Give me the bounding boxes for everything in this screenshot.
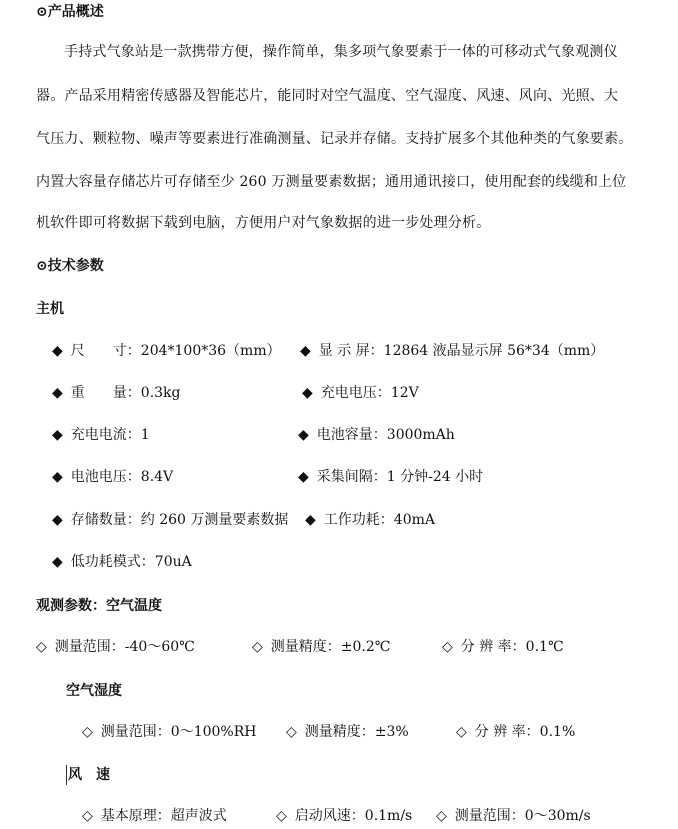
host-param-charge-voltage <box>302 383 419 403</box>
overview-heading: ⊙产品概述 <box>36 4 104 20</box>
overview-line-4: 内置大容量存储芯片可存储至少 260 万测量要素数据；通用通讯接口，使用配套的线缆和上位 <box>36 174 627 190</box>
param-text: 测量精度：±0.2℃ <box>270 639 391 655</box>
host-param-battery-voltage <box>52 467 173 487</box>
host-param-low-power <box>52 552 192 572</box>
filled-diamond-icon: ◆ <box>298 469 309 485</box>
host-param-battery-capacity <box>298 425 455 445</box>
host-param-weight <box>52 383 181 403</box>
param-text: 电池容量：3000mAh <box>316 427 455 443</box>
humidity-accuracy <box>286 722 409 742</box>
wind-principle <box>82 806 227 826</box>
param-text: 重 量：0.3kg <box>70 385 181 401</box>
filled-diamond-icon: ◆ <box>52 512 63 528</box>
host-param-power <box>305 510 435 530</box>
filled-diamond-icon: ◆ <box>52 343 63 359</box>
open-diamond-icon: ◇ <box>36 639 47 655</box>
filled-diamond-icon: ◆ <box>298 427 309 443</box>
filled-diamond-icon: ◆ <box>52 469 63 485</box>
param-text: 显 示 屏：12864 液晶显示屏 56*34（mm） <box>318 343 605 359</box>
open-diamond-icon: ◇ <box>442 639 453 655</box>
humidity-resolution <box>456 722 575 742</box>
host-param-display <box>300 341 604 361</box>
tech-heading: ⊙技术参数 <box>36 258 104 274</box>
param-text: 基本原理：超声波式 <box>100 808 227 824</box>
host-param-interval <box>298 467 483 487</box>
param-text: 测量精度：±3% <box>304 724 409 740</box>
param-text: 启动风速：0.1m/s <box>294 808 413 824</box>
filled-diamond-icon: ◆ <box>302 385 313 401</box>
param-text: 测量范围：0～100%RH <box>100 724 257 740</box>
host-heading: 主机 <box>36 301 64 317</box>
humidity-range <box>82 722 256 742</box>
host-param-storage <box>52 510 288 530</box>
filled-diamond-icon: ◆ <box>52 427 63 443</box>
open-diamond-icon: ◇ <box>82 724 93 740</box>
host-param-size <box>52 341 281 361</box>
param-text: 充电电流：1 <box>70 427 150 443</box>
overview-line-5: 机软件即可将数据下载到电脑，方便用户对气象数据的进一步处理分析。 <box>36 215 491 231</box>
filled-diamond-icon: ◆ <box>52 554 63 570</box>
param-text: 测量范围：-40～60℃ <box>54 639 195 655</box>
param-text: 分 辨 率：0.1℃ <box>460 639 564 655</box>
open-diamond-icon: ◇ <box>252 639 263 655</box>
observation-heading: 观测参数：空气温度 <box>36 598 162 614</box>
param-text: 采集间隔：1 分钟-24 小时 <box>316 469 484 485</box>
param-text: 电池电压：8.4V <box>70 469 174 485</box>
wind-range <box>436 806 591 826</box>
open-diamond-icon: ◇ <box>82 808 93 824</box>
open-diamond-icon: ◇ <box>276 808 287 824</box>
filled-diamond-icon: ◆ <box>305 512 316 528</box>
param-text: 低功耗模式：70uA <box>70 554 192 570</box>
filled-diamond-icon: ◆ <box>52 385 63 401</box>
param-text: 测量范围：0～30m/s <box>454 808 591 824</box>
overview-line-3: 气压力、颗粒物、噪声等要素进行准确测量、记录并存储。支持扩展多个其他种类的气象要素。 <box>36 131 633 147</box>
param-text: 存储数量：约 260 万测量要素数据 <box>70 512 289 528</box>
param-text: 充电电压：12V <box>320 385 419 401</box>
overview-line-1: 手持式气象站是一款携带方便，操作简单，集多项气象要素于一体的可移动式气象观测仪 <box>64 44 618 60</box>
param-text: 尺 寸：204*100*36（mm） <box>70 343 281 359</box>
open-diamond-icon: ◇ <box>436 808 447 824</box>
wind-start-speed <box>276 806 412 826</box>
humidity-heading: 空气湿度 <box>66 683 122 699</box>
open-diamond-icon: ◇ <box>286 724 297 740</box>
param-text: 工作功耗：40mA <box>323 512 435 528</box>
open-diamond-icon: ◇ <box>456 724 467 740</box>
wind-heading: 风 速 <box>68 767 110 783</box>
host-param-charge-current <box>52 425 150 445</box>
filled-diamond-icon: ◆ <box>300 343 311 359</box>
overview-line-2: 器。产品采用精密传感器及智能芯片，能同时对空气温度、空气湿度、风速、风向、光照、大 <box>36 88 619 104</box>
temp-resolution <box>442 637 564 657</box>
param-text: 分 辨 率：0.1% <box>474 724 576 740</box>
temp-range <box>36 637 195 657</box>
temp-accuracy <box>252 637 390 657</box>
